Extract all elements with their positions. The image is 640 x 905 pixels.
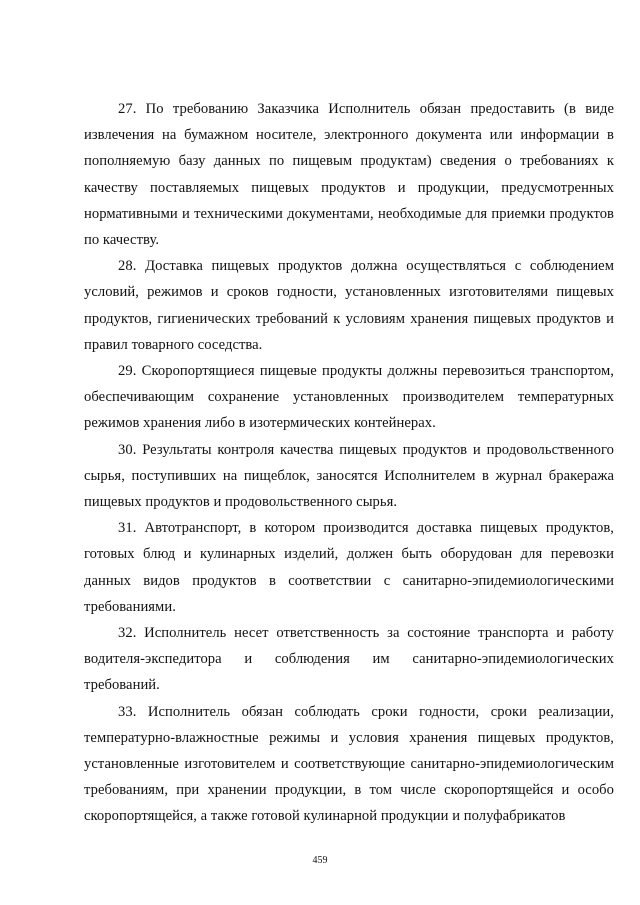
paragraph-27: 27. По требованию Заказчика Исполнитель обязан предоставить (в виде извлечения на бумажном носителе, электронного документа или информации в пополняемую базу данных по пищевым продуктам) сведения о требованиях к качеству поставляемых пищевых продуктов и продукции, предусмотренных нормативными и техническими документами, необходимые для приемки продуктов по качеству. — [84, 101, 614, 249]
paragraph-32: 32. Исполнитель несет ответственность за состояние транспорта и работу водителя-экспедитора и соблюдения им санитарно-эпидемиологических требований. — [84, 625, 614, 694]
document-body — [84, 96, 614, 830]
paragraph-29: 29. Скоропортящиеся пищевые продукты должны перевозиться транспортом, обеспечивающим сохранение установленных производителем температурных режимов хранения либо в изотермических контейнерах. — [84, 363, 614, 432]
paragraph-30: 30. Результаты контроля качества пищевых продуктов и продовольственного сырья, поступивших на пищеблок, заносятся Исполнителем в журнал бракеража пищевых продуктов и продовольственного сырья. — [84, 441, 614, 511]
paragraph-31: 31. Автотранспорт, в котором производится доставка пищевых продуктов, готовых блюд и кулинарных изделий, должен быть оборудован для перевозки данных видов продуктов в соответствии с санитарно-эпидемиологическими требованиями. — [84, 520, 614, 615]
paragraph-28: 28. Доставка пищевых продуктов должна осуществляться с соблюдением условий, режимов и сроков годности, установленных изготовителями пищевых продуктов, гигиенических требований к условиям хранения пищевых продуктов и правил товарного соседства. — [84, 258, 614, 353]
paragraph-33: 33. Исполнитель обязан соблюдать сроки годности, сроки реализации, температурно-влажностные режимы и условия хранения пищевых продуктов, установленные изготовителем и соответствующие санитарно-эпидемиологическим требованиям, при хранении продукции, в том числе скоропортящейся и особо скоропортящейся, а также готовой кулинарной продукции и полуфабрикатов — [84, 703, 614, 825]
page-number: 459 — [312, 855, 328, 866]
